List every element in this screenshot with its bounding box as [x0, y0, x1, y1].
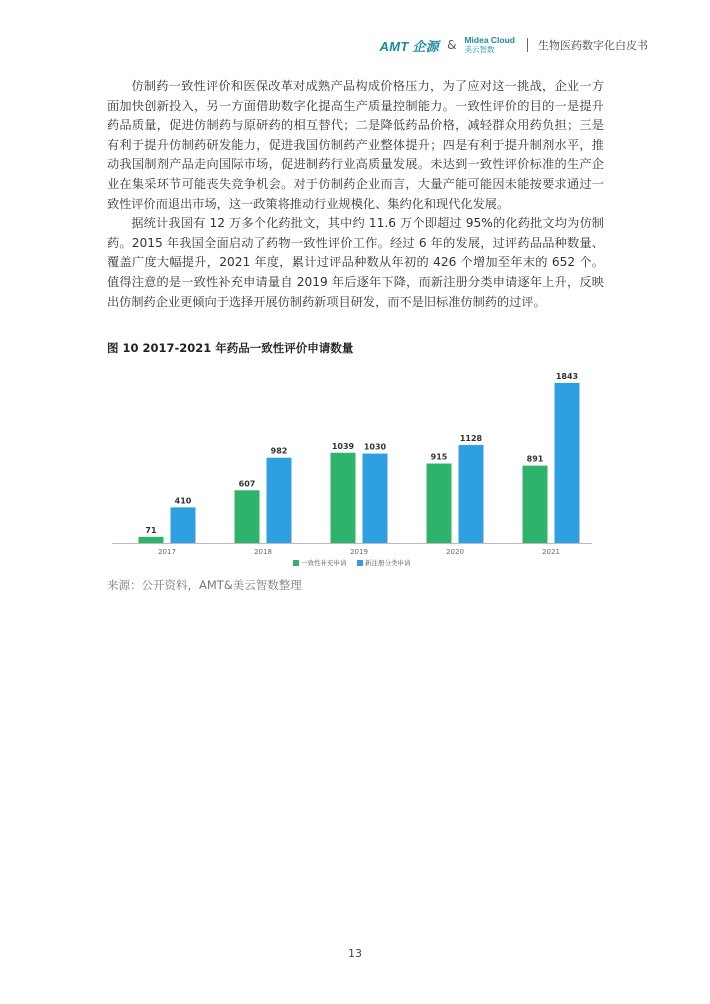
bar — [139, 537, 164, 543]
bar-chart — [107, 368, 597, 573]
legend-swatch — [293, 560, 299, 566]
data-label: 607 — [238, 479, 256, 489]
x-tick-label: 2020 — [446, 548, 464, 556]
body-text — [107, 77, 604, 312]
data-label: 1128 — [459, 434, 483, 444]
data-label: 1030 — [363, 442, 387, 452]
paragraph: 仿制药一致性评价和医保改革对成熟产品构成价格压力，为了应对这一挑战，企业一方面加快创新投入，另一方面借助数字化提高生产质量控制能力。一致性评价的目的一是提升药品质量，促进仿制药与原研药的相互替代；二是降低药品价格，减轻群众用药负担；三是有利于提升仿制药研发能力，促进我国仿制药产业整体提升；四是有利于提升制剂水平，推动我国制剂产品走向国际市场，促进制药行业高质量发展。未达到一致性评价标准的生产企业在集采环节可能丧失竞争机会。对于仿制药企业而言，大量产能可能因未能按要求通过一致性评价而退出市场，这一政策将推动行业规模化、集约化和现代化发展。 — [107, 79, 604, 211]
data-label: 71 — [145, 525, 157, 535]
data-label: 1843 — [555, 371, 579, 381]
x-tick-label: 2021 — [542, 548, 560, 556]
x-tick-label: 2019 — [350, 548, 368, 556]
amt-logo: AMT 企源 — [379, 38, 440, 54]
data-label: 1039 — [331, 441, 355, 451]
bar — [555, 383, 580, 543]
midea-logo-bottom: 美云智数 — [464, 45, 495, 54]
bar — [267, 458, 292, 543]
legend-swatch — [357, 560, 363, 566]
paragraph: 据统计我国有 12 万多个化药批文，其中约 11.6 万个即超过 95%的化药批文均为仿制药。2015 年我国全面启动了药物一致性评价工作。经过 6 年的发展，过评药品品种数量、覆盖广度大幅提升，2021 年度，累计过评品种数从年初的 426 个增加至年末的 652 个。值得注意的是一致性补充申请量自 2019 年后逐年下降，而新注册分类申请逐年上升，反映出仿制药企业更倾向于选择开展仿制药新项目研发，而不是旧标准仿制药的过评。 — [107, 216, 604, 309]
source-note: 来源：公开资料，AMT&美云智数整理 — [107, 578, 302, 592]
page-header — [380, 34, 648, 56]
bar — [235, 490, 260, 543]
bar — [171, 507, 196, 543]
midea-logo-top: Midea Cloud — [464, 35, 515, 45]
data-label: 915 — [430, 452, 448, 462]
data-label: 891 — [526, 454, 544, 464]
bar — [427, 464, 452, 543]
data-label: 410 — [174, 496, 192, 506]
legend-label: 一致性补充申请 — [301, 559, 347, 567]
legend-label: 新注册分类申请 — [365, 559, 411, 567]
figure-title: 图 10 2017-2021 年药品一致性评价申请数量 — [107, 341, 354, 355]
bar — [331, 453, 356, 543]
data-label: 982 — [270, 446, 288, 456]
midea-cloud-logo — [464, 36, 515, 54]
header-divider — [527, 38, 528, 52]
bar — [523, 466, 548, 543]
logo-ampersand: & — [447, 38, 457, 52]
bar — [363, 454, 388, 543]
page-number: 13 — [348, 947, 362, 960]
document-title: 生物医药数字化白皮书 — [538, 39, 648, 52]
x-tick-label: 2017 — [158, 548, 176, 556]
x-tick-label: 2018 — [254, 548, 272, 556]
bar — [459, 445, 484, 543]
